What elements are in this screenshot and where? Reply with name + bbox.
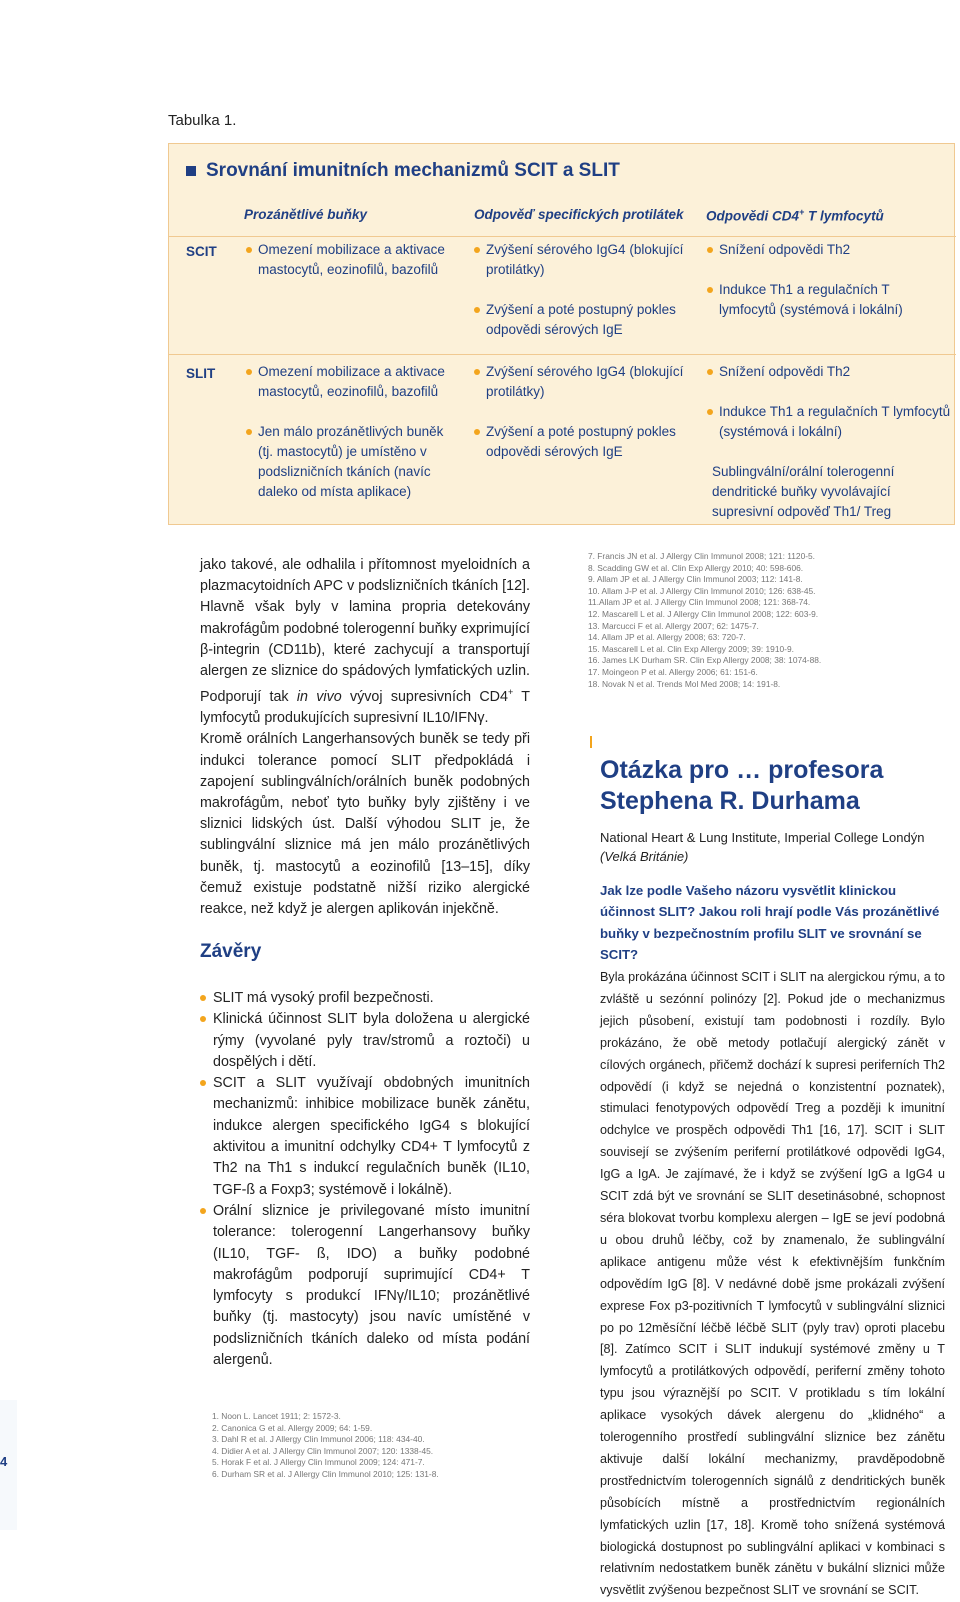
references-left: [212, 1411, 439, 1481]
paragraph-1-sup: +: [507, 687, 514, 698]
table-rule-middle: [169, 354, 956, 355]
table-bullet: Zvýšení a poté postupný pokles odpovědi sérových IgE: [474, 422, 684, 462]
page-number: 4: [0, 1454, 8, 1469]
body-text: [200, 555, 530, 920]
table-bullet: Snížení odpovědi Th2: [707, 362, 952, 382]
reference: 16. James LK Durham SR. Clin Exp Allergy 2008; 38: 1074-88.: [588, 655, 822, 666]
country: (Velká Británie): [600, 849, 689, 864]
reference: 13. Marcucci F et al. Allergy 2007; 62: 1475-7.: [588, 620, 759, 631]
row-label-slit: SLIT: [186, 366, 216, 381]
interview-title-line-1: Otázka pro … profesora: [600, 756, 884, 784]
paragraph-2: Kromě orálních Langerhansových buněk se tedy při indukci tolerance pomocí SLIT předpokládá i zapojení sublingválních/orálních buněk podobných makrofágům, neboť tyto buňky byly zjištěny i ve sliznici lidských úst. Další výhodou SLIT je, že sublingvální sliznice má jen málo prozánětlivých buněk, tj. mastocytů a eozinofilů [13–15], díky čemuž existuje podstatně nižší riziko alergické reakce, než když je alergen aplikován injekčně.: [200, 731, 530, 918]
reference: 6. Durham SR et al. J Allergy Clin Immunol 2010; 125: 131-8.: [212, 1468, 439, 1479]
slit-antibody-cell: [474, 362, 684, 462]
list-item: Klinická účinnost SLIT byla doložena u alergické rýmy (vyvolané pyly trav/stromů a roztoči) u dospělých i dětí.: [200, 1009, 530, 1073]
header-cd4-sup: +: [799, 207, 805, 217]
slit-cd4-note: Sublingvální/orální tolerogenní dendritické buňky vyvolávající supresivní odpověď Th1/ Treg: [712, 464, 895, 519]
institution: National Heart & Lung Institute, Imperial College Londýn: [600, 830, 925, 845]
list-item: SCIT a SLIT využívají obdobných imunitních mechanizmů: inhibice mobilizace buněk zánětu, indukce alergen specifického IgG4 s blokující aktivitou a imunitní odchylky CD4+ T lymfocytů z Th2 na Th1 s indukcí regulačních buněk (IL10, TGF-ß a Foxp3; systémově i lokálně).: [200, 1073, 530, 1201]
reference: 14. Allam JP et al. Allergy 2008; 63: 720-7.: [588, 632, 746, 643]
list-item: Orální sliznice je privilegované místo imunitní tolerance: tolerogenní Langerhansovy buňky (IL10, TGF- ß, IDO) a buňky podobné makrofágům podporují suprimující CD4+ T lymfocyty s produkcí IFNγ/IL10; prozánětlivé buňky (tj. mastocyty) jsou navíc umístěné v podslizničních tkáních daleko od místa podání alergenů.: [200, 1201, 530, 1371]
header-cd4-text: Odpovědi CD4: [706, 208, 800, 224]
table-title-text: Srovnání imunitních mechanizmů SCIT a SLIT: [206, 160, 620, 181]
interview-title: [600, 755, 883, 817]
header-cd4-response: [706, 207, 884, 224]
square-bullet-icon: [186, 166, 196, 176]
header-cd4-text-2: T lymfocytů: [808, 208, 884, 224]
paragraph-1-text: jako takové, ale odhalila i přítomnost myeloidních a plazmacytoidních APC v podslizničních tkáních [12]. Hlavně však byly v lamina propria detekovány makrofágům podobné tolerogenní buňky exprimující β-integrin (CD11b), které zachycují a transportují alergen ze sliznice do spádových lymfatických uzlin. Podporují tak: [200, 557, 530, 705]
reference: 9. Allam JP et al. J Allergy Clin Immunol 2003; 112: 141-8.: [588, 574, 803, 585]
accent-mark: [590, 736, 592, 748]
reference: 2. Canonica G et al. Allergy 2009; 64: 1-59.: [212, 1422, 373, 1433]
table-bullet: Jen málo prozánětlivých buněk (tj. mastocytů) je umístěno v podslizničních tkáních (navíc daleko od místa aplikace): [246, 422, 446, 502]
conclusions-list: [200, 988, 530, 1371]
table-bullet: Zvýšení sérového IgG4 (blokující protilátky): [474, 240, 684, 280]
reference: 8. Scadding GW et al. Clin Exp Allergy 2010; 40: 598-606.: [588, 562, 804, 573]
table-bullet: Omezení mobilizace a aktivace mastocytů, eozinofilů, bazofilů: [246, 362, 446, 402]
interview-title-line-2: Stephena R. Durhama: [600, 787, 860, 815]
table-bullet: Indukce Th1 a regulačních T lymfocytů (systémová i lokální): [707, 402, 952, 442]
table-caption: Tabulka 1.: [168, 112, 237, 129]
reference: 12. Mascarell L et al. J Allergy Clin Immunol 2008; 122: 603-9.: [588, 608, 819, 619]
paragraph-1-emphasis: in vivo: [296, 688, 342, 705]
reference: 7. Francis JN et al. J Allergy Clin Immunol 2008; 121: 1120-5.: [588, 551, 816, 561]
header-antibody-response: Odpověď specifických protilátek: [474, 207, 684, 222]
table-bullet: Zvýšení sérového IgG4 (blokující protilátky): [474, 362, 684, 402]
conclusions-heading: Závěry: [200, 941, 262, 962]
interview-answer: Byla prokázána účinnost SCIT i SLIT na alergickou rýmu, a to zvláště u sezónní polinózy [2]. Pokud jde o mechanizmus jejich působení, existují tam podobnosti i rozdíly. Bylo prokázáno, že obě metody potlačují alergický zánět v cílových orgánech, přičemž dochází k supresi periferních Th2 odpovědí (i když se nejedná o konzistentní poznatek), stimulaci fenotypových odpovědí Treg a později k imunitní odchylce ve prospěch odpovědi Th1 [16, 17]. SCIT i SLIT souvisejí se zvýšením periferní protilátkové odpovědi IgG4, IgG a IgA. Je zajímavé, že i když se zvýšení IgG a IgG4 u SCIT zdá být ve srovnání se SLIT desetinásobné, schopnost séra blokovat tvorbu komplexu alergen – IgE se jeví podobná u obou druhů léčby, což by znamenalo, že sublingvální aplikace antigenu může vést k efektivnějším funkčním odpovědím IgG [8]. V nedávné době jsme prokázali zvýšení exprese Fox p3-pozitivních T lymfocytů v sublingvální sliznici po po 12měsíční léčbě léčbě SLIT (pyly trav) oproti placebu [8]. Zatímco SCIT i SLIT indukují systémové změny u T lymfocytů a protilátkových odpovědí, periferní změny tohoto typu jsou výraznější po SCIT. V protikladu s tím lokální aplikace vysokých dávek alergenu do „klidného“ a tolerogenního prostředí sublingvální sliznice bez zánětu aktivuje další lokální mechanizmy, pravděpodobně prostřednictvím tolerogenních signálů z dendritických buněk působících místně a prostřednictvím regionálních lymfatických uzlin [17, 18]. Kromě toho snížená systémová biologická dostupnost po sublingvální aplikaci v kombinaci s relativním nedostatkem buněk zánětu v bukální sliznici může vysvětlit zvýšenou bezpečnost SLIT ve srovnání se SCIT.: [600, 970, 945, 1598]
reference: 3. Dahl R et al. J Allergy Clin Immunol 2006; 118: 434-40.: [212, 1434, 425, 1445]
reference: 15. Mascarell L et al. Clin Exp Allergy 2009; 39: 1910-9.: [588, 643, 794, 654]
scit-cells-cell: [246, 240, 446, 280]
row-label-scit: SCIT: [186, 244, 217, 259]
table-bullet: Omezení mobilizace a aktivace mastocytů, eozinofilů, bazofilů: [246, 240, 446, 280]
reference: 11.Allam JP et al. J Allergy Clin Immunol 2008; 121: 368-74.: [588, 597, 811, 608]
paragraph-1: [200, 555, 530, 729]
reference: 1. Noon L. Lancet 1911; 2: 1572-3.: [212, 1411, 341, 1421]
header-proinflammatory-cells: Prozánětlivé buňky: [244, 207, 368, 222]
paragraph-1-text-b: vývoj supresivních CD4: [349, 688, 508, 705]
interview-affiliation: [600, 828, 924, 866]
table-rule-top: [169, 236, 956, 237]
reference: 10. Allam J-P et al. J Allergy Clin Immunol 2010; 126: 638-45.: [588, 585, 816, 596]
slit-cd4-cell: [707, 362, 952, 522]
reference: 17. Moingeon P et al. Allergy 2006; 61: 151-6.: [588, 666, 758, 677]
reference: 18. Novak N et al. Trends Mol Med 2008; 14: 191-8.: [588, 678, 781, 689]
list-item: SLIT má vysoký profil bezpečnosti.: [200, 988, 530, 1009]
table-bullet: Indukce Th1 a regulačních T lymfocytů (systémová i lokální): [707, 280, 947, 320]
interview-question: Jak lze podle Vašeho názoru vysvětlit klinickou účinnost SLIT? Jakou roli hrají podle Vás prozánětlivé buňky v bezpečnostním profilu SLIT ve srovnání se SCIT?: [600, 883, 940, 962]
table-bullet: Snížení odpovědi Th2: [707, 240, 947, 260]
references-right: [588, 551, 821, 690]
scit-antibody-cell: [474, 240, 684, 340]
reference: 4. Didier A et al. J Allergy Clin Immunol 2007; 120: 1338-45.: [212, 1445, 434, 1456]
table-bullet: Zvýšení a poté postupný pokles odpovědi sérových IgE: [474, 300, 684, 340]
slit-cells-cell: [246, 362, 446, 502]
paragraph-1-text-c: T lymfocytů produkujících supresivní IL10/IFNγ.: [200, 688, 530, 727]
table-title: [186, 160, 620, 182]
scit-cd4-cell: [707, 240, 947, 320]
reference: 5. Horak F et al. J Allergy Clin Immunol 2009; 124: 471-7.: [212, 1457, 425, 1468]
